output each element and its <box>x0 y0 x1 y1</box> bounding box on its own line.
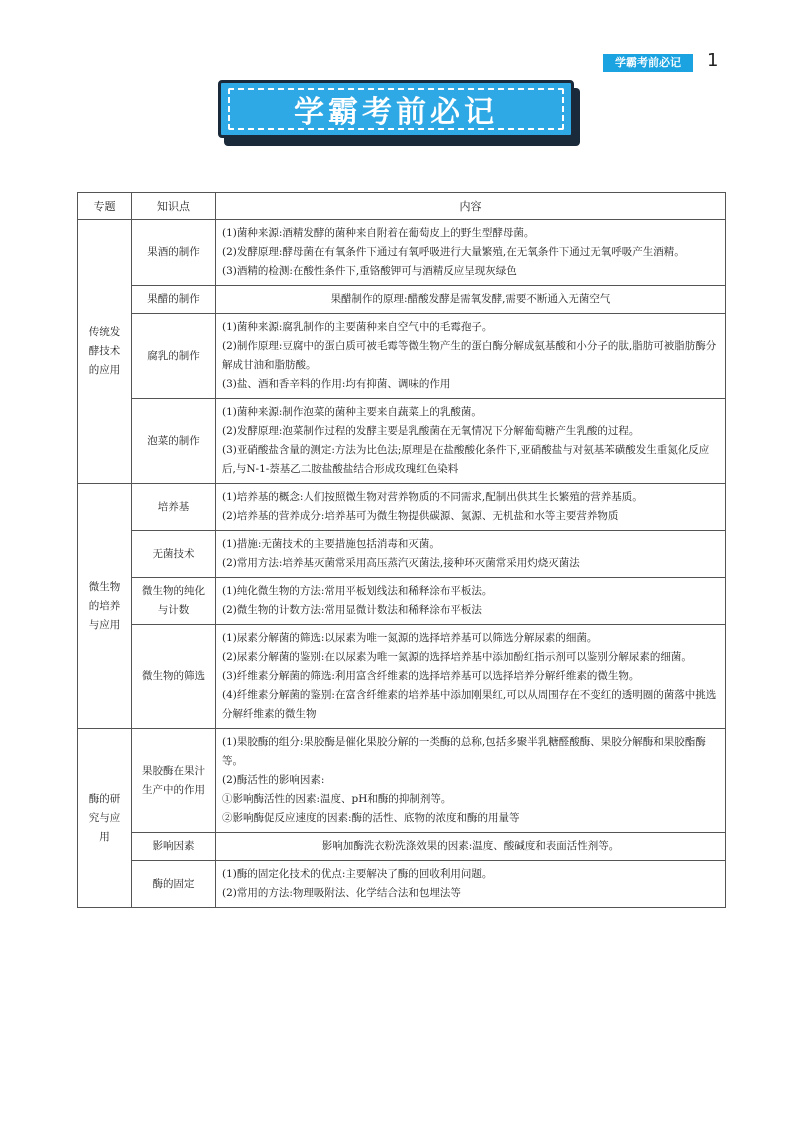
content-cell <box>216 833 726 861</box>
content-line: (1)措施:无菌技术的主要措施包括消毒和灭菌。 <box>222 538 440 550</box>
content-line: (1)菌种来源:酒精发酵的菌种来自附着在葡萄皮上的野生型酵母菌。 <box>222 227 535 239</box>
content-cell <box>216 220 726 286</box>
content-cell <box>216 729 726 833</box>
content-line: (2)常用方法:培养基灭菌常采用高压蒸汽灭菌法,接种环灭菌常采用灼烧灭菌法 <box>222 557 580 569</box>
title-banner <box>218 80 574 138</box>
table-header-row <box>78 193 726 220</box>
content-line: (2)常用的方法:物理吸附法、化学结合法和包埋法等 <box>222 887 461 899</box>
content-cell <box>216 314 726 399</box>
content-line: (1)纯化微生物的方法:常用平板划线法和稀释涂布平板法。 <box>222 585 493 597</box>
content-line: (3)纤维素分解菌的筛选:利用富含纤维素的选择培养基可以选择培养分解纤维素的微生物。 <box>222 670 640 682</box>
header-topic: 专题 <box>78 193 132 220</box>
point-cell: 泡菜的制作 <box>132 399 216 484</box>
content-line: (1)果胶酶的组分:果胶酶是催化果胶分解的一类酶的总称,包括多聚半乳糖醛酸酶、果胶分解酶和果胶酯酶等。 <box>222 736 706 767</box>
point-cell: 腐乳的制作 <box>132 314 216 399</box>
knowledge-table <box>77 192 726 908</box>
content-line: (3)酒精的检测:在酸性条件下,重铬酸钾可与酒精反应呈现灰绿色 <box>222 265 517 277</box>
content-cell <box>216 286 726 314</box>
point-cell: 影响因素 <box>132 833 216 861</box>
point-cell: 微生物的纯化与计数 <box>132 578 216 625</box>
table-row <box>78 399 726 484</box>
content-line: ②影响酶促反应速度的因素:酶的活性、底物的浓度和酶的用量等 <box>222 812 520 824</box>
content-line: 果醋制作的原理:醋酸发酵是需氧发酵,需要不断通入无菌空气 <box>330 293 611 305</box>
topic-cell: 酶的研究与应用 <box>78 729 132 908</box>
content-line: (2)培养基的营养成分:培养基可为微生物提供碳源、氮源、无机盐和水等主要营养物质 <box>222 510 619 522</box>
point-cell: 微生物的筛选 <box>132 625 216 729</box>
point-cell: 果醋的制作 <box>132 286 216 314</box>
content-line: (1)菌种来源:制作泡菜的菌种主要来自蔬菜上的乳酸菌。 <box>222 406 482 418</box>
page-section-tag: 学霸考前必记 <box>603 54 693 72</box>
content-line: (1)酶的固定化技术的优点:主要解决了酶的回收利用问题。 <box>222 868 493 880</box>
table-row <box>78 729 726 833</box>
content-line: (2)酶活性的影响因素: <box>222 774 325 786</box>
content-cell <box>216 399 726 484</box>
content-line: (1)培养基的概念:人们按照微生物对营养物质的不同需求,配制出供其生长繁殖的营养基质。 <box>222 491 643 503</box>
banner-title: 学霸考前必记 <box>228 88 564 130</box>
content-line: (2)微生物的计数方法:常用显微计数法和稀释涂布平板法 <box>222 604 482 616</box>
content-cell <box>216 625 726 729</box>
table-row <box>78 531 726 578</box>
content-line: ①影响酶活性的因素:温度、pH和酶的抑制剂等。 <box>222 793 452 805</box>
table-row <box>78 484 726 531</box>
table-row <box>78 578 726 625</box>
point-cell: 果胶酶在果汁生产中的作用 <box>132 729 216 833</box>
table-row <box>78 833 726 861</box>
content-cell <box>216 484 726 531</box>
page-number: 1 <box>707 50 719 71</box>
header-point: 知识点 <box>132 193 216 220</box>
content-cell <box>216 861 726 908</box>
table-row <box>78 286 726 314</box>
topic-cell: 微生物的培养与应用 <box>78 484 132 729</box>
table-row <box>78 625 726 729</box>
point-cell: 酶的固定 <box>132 861 216 908</box>
content-line: 影响加酶洗衣粉洗涤效果的因素:温度、酸碱度和表面活性剂等。 <box>321 840 620 852</box>
content-line: (2)尿素分解菌的鉴别:在以尿素为唯一氮源的选择培养基中添加酚红指示剂可以鉴别分解尿素的细菌。 <box>222 651 692 663</box>
point-cell: 无菌技术 <box>132 531 216 578</box>
content-line: (3)盐、酒和香辛料的作用:均有抑菌、调味的作用 <box>222 378 451 390</box>
header-content: 内容 <box>216 193 726 220</box>
point-cell: 果酒的制作 <box>132 220 216 286</box>
content-line: (3)亚硝酸盐含量的测定:方法为比色法;原理是在盐酸酸化条件下,亚硝酸盐与对氨基苯磺酸发生重氮化反应后,与N-1-萘基乙二胺盐酸盐结合形成玫瑰红色染料 <box>222 444 710 475</box>
content-line: (2)发酵原理:酵母菌在有氧条件下通过有氧呼吸进行大量繁殖,在无氧条件下通过无氧呼吸产生酒精。 <box>222 246 685 258</box>
content-cell <box>216 578 726 625</box>
content-line: (2)制作原理:豆腐中的蛋白质可被毛霉等微生物产生的蛋白酶分解成氨基酸和小分子的肽,脂肪可被脂肪酶分解成甘油和脂肪酸。 <box>222 340 717 371</box>
topic-cell: 传统发酵技术的应用 <box>78 220 132 484</box>
content-line: (2)发酵原理:泡菜制作过程的发酵主要是乳酸菌在无氧情况下分解葡萄糖产生乳酸的过程。 <box>222 425 640 437</box>
point-cell: 培养基 <box>132 484 216 531</box>
content-line: (4)纤维素分解菌的鉴别:在富含纤维素的培养基中添加刚果红,可以从周围存在不变红的透明圈的菌落中挑选分解纤维素的微生物 <box>222 689 717 720</box>
table-row <box>78 861 726 908</box>
table-row <box>78 314 726 399</box>
content-line: (1)尿素分解菌的筛选:以尿素为唯一氮源的选择培养基可以筛选分解尿素的细菌。 <box>222 632 598 644</box>
content-cell <box>216 531 726 578</box>
content-line: (1)菌种来源:腐乳制作的主要菌种来自空气中的毛霉孢子。 <box>222 321 493 333</box>
table-row <box>78 220 726 286</box>
